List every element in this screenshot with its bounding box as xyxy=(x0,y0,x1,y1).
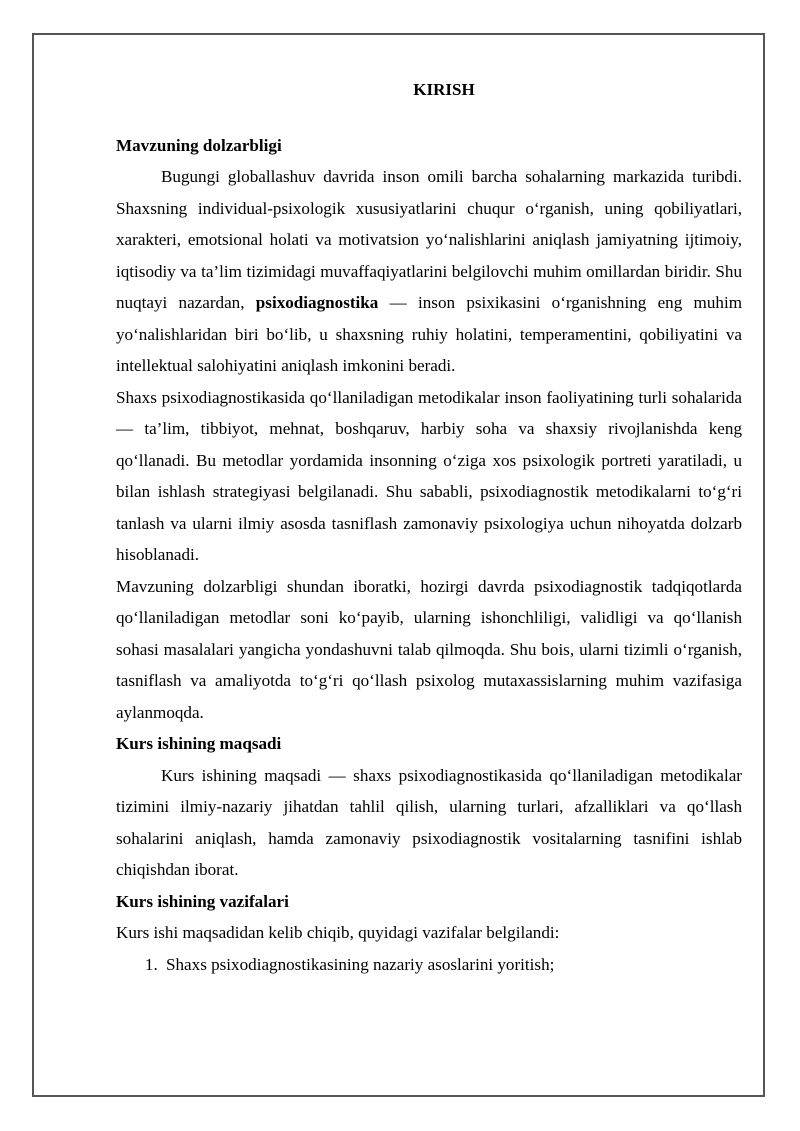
section-heading-relevance: Mavzuning dolzarbligi xyxy=(116,135,282,155)
section-heading-tasks: Kurs ishining vazifalari xyxy=(116,891,289,911)
page-title: KIRISH xyxy=(413,80,475,99)
document-body xyxy=(116,74,742,980)
list-item: 1. Shaxs psixodiagnostikasining nazariy asoslarini yoritish; xyxy=(162,949,742,981)
tasks-list xyxy=(116,949,742,981)
paragraph-relevance-2: Shaxs psixodiagnostikasida qo‘llaniladigan metodikalar inson faoliyatining turli sohalarida — ta’lim, tibbiyot, mehnat, boshqaruv, harbiy soha va shaxsiy rivojlanishda keng qo‘llanadi. Bu metodlar yordamida insonning o‘ziga xos psixologik portreti yaratiladi, u bilan ishlash strategiyasi belgilanadi. Shu sababli, psixodiagnostik metodikalarni to‘g‘ri tanlash va ularni ilmiy asosda tasniflash zamonaviy psixologiya uchun nihoyatda dolzarb hisoblanadi. xyxy=(116,387,742,564)
paragraph-goal: Kurs ishining maqsadi — shaxs psixodiagnostikasida qo‘llaniladigan metodikalar tizimini ilmiy-nazariy jihatdan tahlil qilish, ularning turlari, afzalliklari va qo‘llash sohalarini aniqlash, hamda zamonaviy psixodiagnostik vositalarning tasnifini ishlab chiqishdan iborat. xyxy=(116,765,742,879)
section-heading-goal: Kurs ishining maqsadi xyxy=(116,734,282,753)
bold-term: psixodiagnostika xyxy=(255,293,379,312)
paragraph-text: — inson psixikasini o‘rganishning eng muhim yo‘nalishlaridan biri bo‘lib, u shaxsning ruhiy holatini, temperamentini, qobiliyatini va intellektual salohiyatini aniqlash imkonini beradi. xyxy=(116,293,742,375)
paragraph-relevance-1 xyxy=(116,161,742,382)
paragraph-tasks-intro: Kurs ishi maqsadidan kelib chiqib, quyidagi vazifalar belgilandi: xyxy=(116,923,560,942)
paragraph-relevance-3: Mavzuning dolzarbligi shundan iboratki, hozirgi davrda psixodiagnostik tadqiqotlarda qo‘llaniladigan metodlar soni ko‘payib, ularning ishonchliligi, validligi va qo‘llanish sohasi masalalari yangicha yondashuvni talab qilmoqda. Shu bois, ularni tizimli o‘rganish, tasniflash va amaliyotda to‘g‘ri qo‘llash psixolog mutaxassislarning muhim vazifasiga aylanmoqda. xyxy=(116,576,742,722)
paragraph-text: Bugungi globallashuv davrida inson omili barcha sohalarning markazida turibdi. Shaxsning individual-psixologik xususiyatlarini chuqur o‘rganish, uning qobiliyatlari, xarakteri, emotsional holati va motivatsion yo‘nalishlarini aniqlash jamiyatning ijtimoiy, iqtisodiy va ta’lim tizimidagi muvaffaqiyatlarini belgilovchi muhim omillardan biridir. Shu nuqtayi nazardan, xyxy=(116,167,742,312)
